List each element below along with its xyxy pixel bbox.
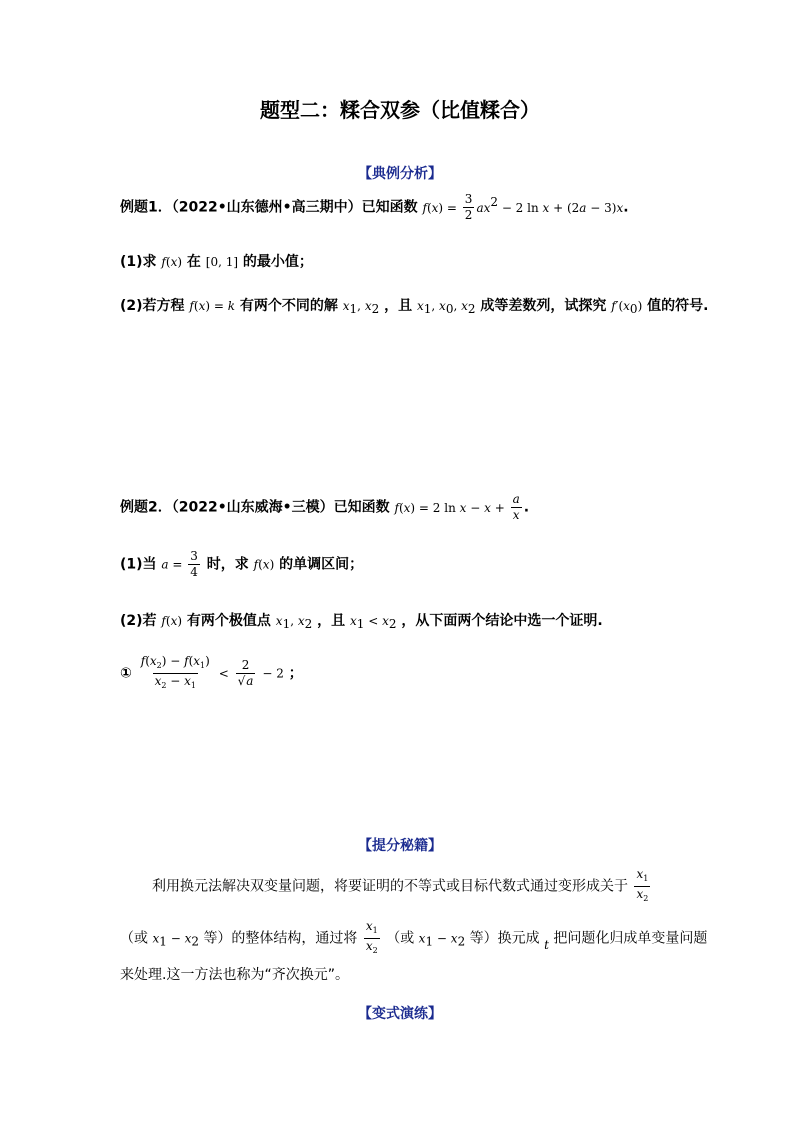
example2-function: f(x) = 2 ln x − x + $\frac{a}{x}$ <box>394 492 520 522</box>
example2-source: （2022•山东威海•三模）已知函数 <box>171 499 390 516</box>
practice-heading: 【变式演练】 <box>358 1006 442 1022</box>
example1-question2: (2)若方程 f(x) = k 有两个不同的解 $x_1$, $x_2$ ，且 $x_1$, $x_0$, $x_2$ 成等差数列，试探究 $f'(x_0)$ 值的符号. <box>120 298 709 316</box>
example1-source: （2022•山东德州•高三期中）已知函数 <box>171 199 418 216</box>
example1-statement: 例题1．（2022•山东德州•高三期中）已知函数 f(x) = $\frac{3}{2}$ $ax^2 - 2$ ln x + (2a − 3)x. <box>120 192 629 222</box>
example1-function: f(x) = $\frac{3}{2}$ $ax^2 - 2$ ln x + (2a − 3)x <box>422 192 624 222</box>
example2-label: 例题2． <box>120 499 172 516</box>
tips-heading: 【提分秘籍】 <box>358 838 442 854</box>
tips-line2: （或 $x_1 - x_2$ 等）的整体结构，通过将 $\frac{x_1}{x_2}$ （或 $x_1 - x_2$ 等）换元成 t 把问题化归成单变量问题 <box>120 919 707 958</box>
page-title: 题型二：糅合双参（比值糅合） <box>260 98 540 122</box>
tips-line1: 利用换元法解决双变量问题，将要证明的不等式或目标代数式通过变形成关于 $\frac{x_1}{x_2}$ <box>152 867 652 906</box>
example2-question2: (2)若 f(x) 有两个极值点 $x_1$, $x_2$ ，且 $x_1 < x_2$ ，从下面两个结论中选一个证明. <box>120 613 603 631</box>
example1-question1: (1)求 f(x) 在 [0, 1] 的最小值； <box>120 254 313 270</box>
tips-line3: 来处理.这一方法也称为“齐次换元”。 <box>120 967 349 983</box>
example2-statement: 例题2．（2022•山东威海•三模）已知函数 f(x) = 2 ln x − x + $\frac{a}{x}$ . <box>120 492 530 522</box>
example1-label: 例题1． <box>120 199 172 216</box>
example2-question1: (1)当 a = $\frac{3}{4}$ 时，求 f(x) 的单调区间； <box>120 549 364 579</box>
examples-heading: 【典例分析】 <box>358 166 442 182</box>
example2-item1: ① $\frac{f(x_2) - f(x_1)}{x_2 - x_1}$ < $\frac{2}{√a}$ − 2 ； <box>120 654 303 693</box>
